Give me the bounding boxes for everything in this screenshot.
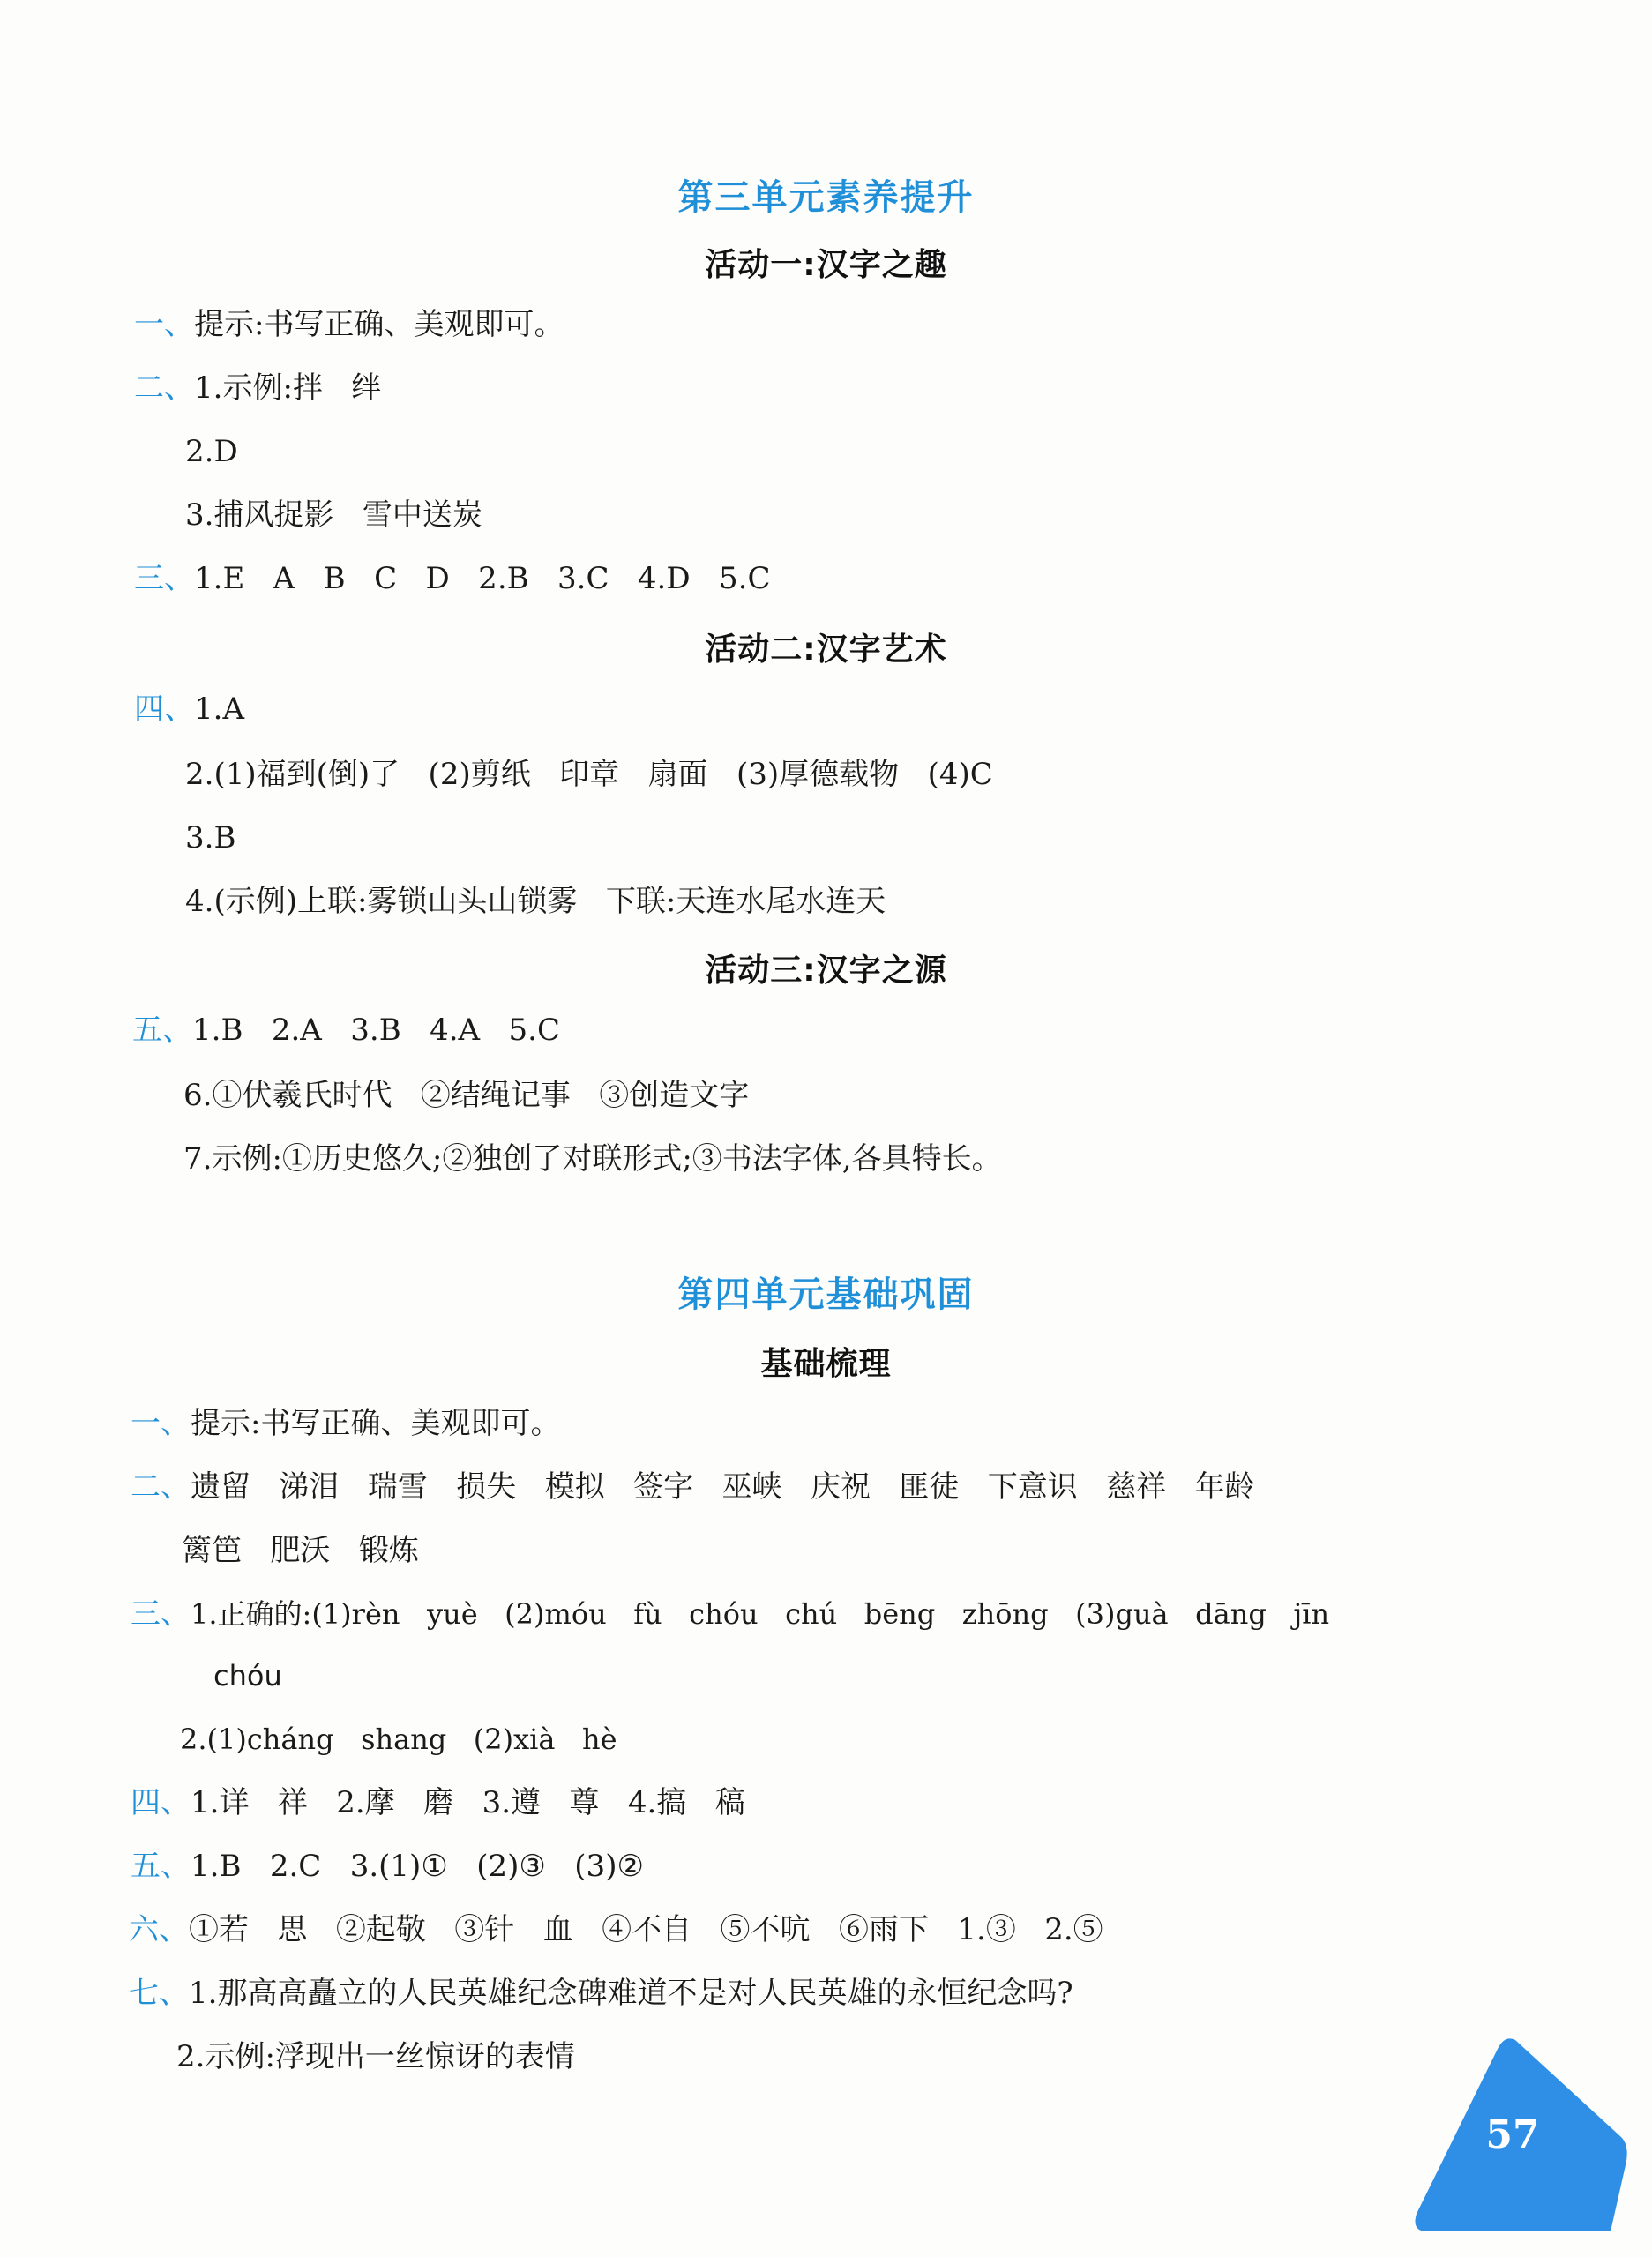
item-number: 二、 — [134, 370, 194, 406]
answer-text: 1.E A B C D 2.B 3.C 4.D 5.C — [194, 561, 771, 596]
item-number: 一、 — [131, 1406, 191, 1441]
answer-line — [213, 1656, 282, 1695]
unit4-title: 第四单元基础巩固 — [677, 1274, 975, 1315]
answer-line — [131, 1783, 745, 1822]
page-number: 57 — [1485, 2112, 1540, 2157]
item-number: 三、 — [134, 561, 194, 596]
answer-text: 3.捕风捉影 雪中送炭 — [185, 497, 482, 533]
answer-text: 1.B 2.A 3.B 4.A 5.C — [192, 1013, 560, 1048]
answer-text: 提示:书写正确、美观即可。 — [194, 307, 564, 342]
answer-text: 1.详 祥 2.摩 磨 3.遵 尊 4.搞 稿 — [191, 1785, 745, 1820]
answer-text: 2.D — [185, 434, 238, 469]
item-number: 三、 — [131, 1596, 191, 1632]
answer-text: ①若 思 ②起敬 ③针 血 ④不自 ⑤不吭 ⑥雨下 1.③ 2.⑤ — [189, 1912, 1103, 1947]
item-number: 五、 — [131, 1849, 191, 1884]
answer-text: 3.B — [185, 820, 236, 856]
answer-text: 2.(1)福到(倒)了 (2)剪纸 印章 扇面 (3)厚德载物 (4)C — [185, 757, 993, 792]
answer-text: 2.(1)cháng shang (2)xià hè — [180, 1723, 617, 1756]
answer-text: 1.A — [194, 691, 244, 727]
answer-line — [132, 1011, 560, 1050]
unit3-title: 第三单元素养提升 — [677, 177, 975, 218]
answer-line — [134, 559, 771, 598]
answer-text: 7.示例:①历史悠久;②独创了对联形式;③书法字体,各具特长。 — [183, 1141, 1002, 1177]
answer-line — [183, 1140, 1002, 1178]
item-number: 一、 — [134, 307, 194, 342]
answer-line — [131, 1468, 1255, 1506]
item-number: 二、 — [131, 1469, 191, 1505]
answer-text: 篱笆 肥沃 锻炼 — [182, 1533, 419, 1568]
unit3-activity2-heading: 活动二:汉字艺术 — [705, 632, 947, 668]
item-number: 七、 — [129, 1976, 189, 2011]
answer-text: 2.示例:浮现出一丝惊讶的表情 — [176, 2039, 575, 2074]
answer-line — [185, 755, 993, 794]
answer-text: 1.示例:拌 绊 — [194, 370, 382, 406]
answer-text: 1.B 2.C 3.(1)① (2)③ (3)② — [191, 1849, 644, 1884]
answer-line — [131, 1847, 644, 1886]
unit4-subtitle: 基础梳理 — [760, 1346, 892, 1382]
item-number: 四、 — [131, 1785, 191, 1820]
answer-text: 4.(示例)上联:雾锁山头山锁雾 下联:天连水尾水连天 — [185, 884, 886, 919]
answer-text: 1.那高高矗立的人民英雄纪念碑难道不是对人民英雄的永恒纪念吗? — [189, 1976, 1073, 2011]
answer-line — [185, 432, 238, 471]
answer-line — [182, 1531, 419, 1570]
answer-line — [185, 496, 482, 534]
answer-line — [134, 690, 244, 729]
answer-line — [131, 1404, 560, 1443]
item-number: 四、 — [134, 691, 194, 727]
answer-text: 1.正确的:(1)rèn yuè (2)móu fù chóu chú bēng zhōng (3)guà dāng jīn — [191, 1597, 1330, 1631]
answer-line — [185, 818, 235, 857]
unit3-activity3-heading: 活动三:汉字之源 — [705, 953, 947, 989]
answer-line — [180, 1720, 617, 1759]
answer-line — [183, 1076, 749, 1115]
item-number: 六、 — [129, 1912, 189, 1947]
answer-line — [131, 1595, 1329, 1633]
answer-text: 提示:书写正确、美观即可。 — [191, 1406, 561, 1441]
answer-text: 遗留 涕泪 瑞雪 损失 模拟 签字 巫峡 庆祝 匪徒 下意识 慈祥 年龄 — [191, 1469, 1255, 1505]
answer-text: 6.①伏羲氏时代 ②结绳记事 ③创造文字 — [183, 1078, 750, 1113]
item-number: 五、 — [132, 1013, 192, 1048]
answer-text: chóu — [213, 1659, 282, 1693]
answer-line — [129, 1910, 1103, 1949]
answer-line — [176, 2037, 575, 2076]
answer-line — [129, 1974, 1073, 2013]
answer-line — [134, 305, 564, 344]
answer-line — [185, 882, 886, 921]
answer-line — [134, 369, 381, 407]
unit3-activity1-heading: 活动一:汉字之趣 — [705, 247, 947, 283]
